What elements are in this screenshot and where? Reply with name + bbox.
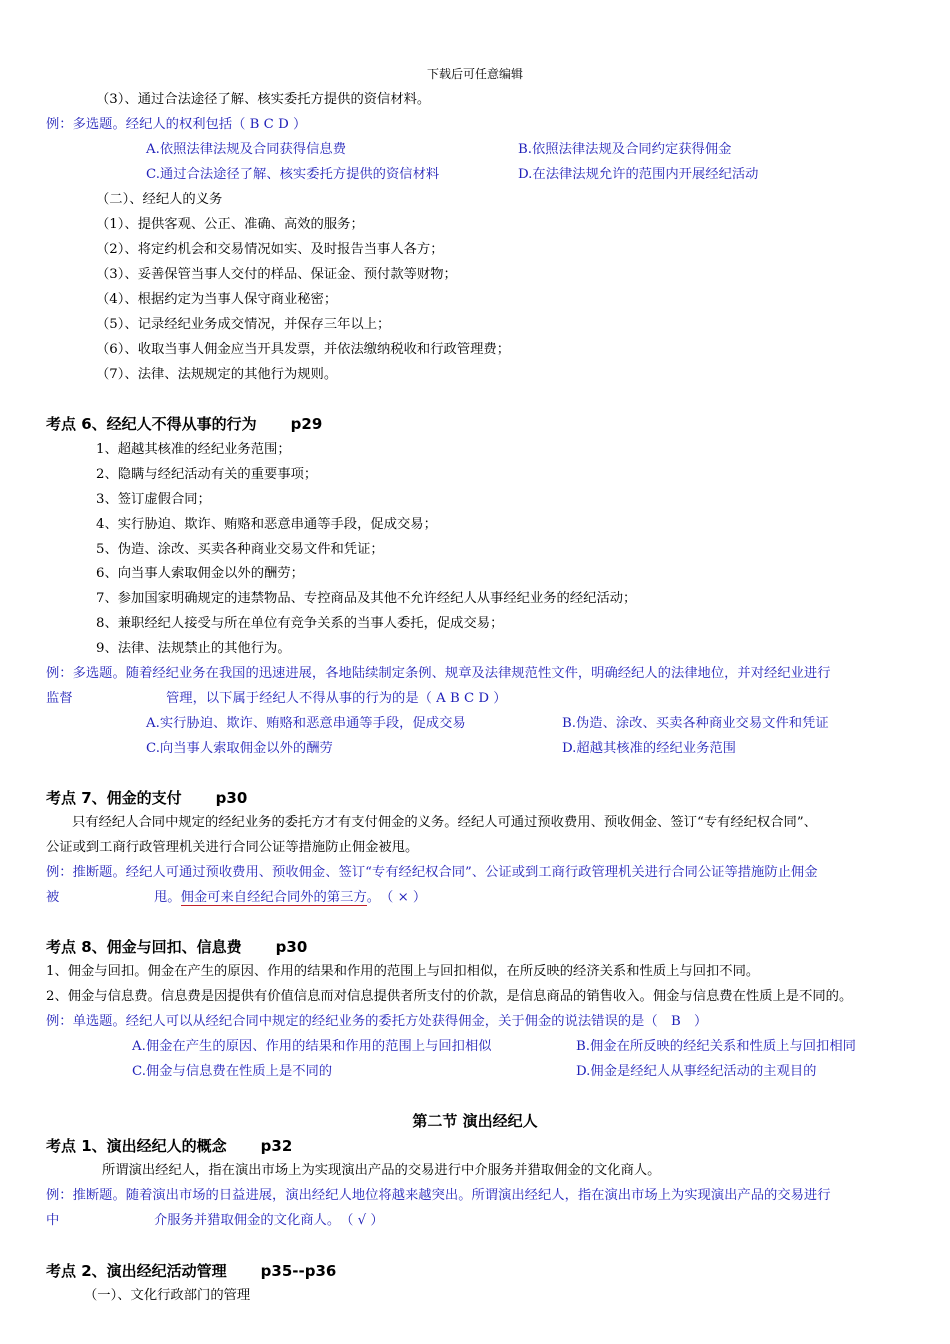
option-d: D.佣金是经纪人从事经纪活动的主观目的 bbox=[576, 1064, 817, 1079]
point6-item: 4、实行胁迫、欺诈、贿赂和恶意串通等手段，促成交易； bbox=[96, 517, 437, 532]
point6-example-cont2: 管理，以下属于经纪人不得从事的行为的是（ A B C D ） bbox=[166, 691, 507, 706]
point6-page: p29 bbox=[290, 415, 323, 433]
point7-body-cont: 公证或到工商行政管理机关进行合同公证等措施防止佣金被甩。 bbox=[46, 840, 419, 855]
point7-example: 例：推断题。经纪人可通过预收费用、预收佣金、签订“专有经纪权合同”、公证或到工商行政管理机关进行合同公证等措施防止佣金 bbox=[46, 865, 818, 880]
duty-item: （4）、根据约定为当事人保守商业秘密； bbox=[96, 292, 338, 307]
point6-example-cont: 监督 bbox=[46, 691, 73, 706]
point6-item: 9、法律、法规禁止的其他行为。 bbox=[96, 641, 291, 656]
s2-point1-example-cont2: 介服务并猎取佣金的文化商人。 （ √ ） bbox=[154, 1213, 384, 1228]
s2-point2-title: 考点 2、演出经纪活动管理 bbox=[46, 1262, 227, 1280]
point7-example-text: 甩。 bbox=[154, 890, 181, 905]
point7-example-cont: 被 bbox=[46, 890, 60, 905]
point6-item: 1、超越其核准的经纪业务范围； bbox=[96, 442, 291, 457]
duty-item: （2）、将定约机会和交易情况如实、及时报告当事人各方； bbox=[96, 242, 444, 257]
option-c: C.向当事人索取佣金以外的酬劳 bbox=[146, 741, 333, 756]
point8-example: 例：单选题。经纪人可以从经纪合同中规定的经纪业务的委托方处获得佣金，关于佣金的说法错误的是（ B ） bbox=[46, 1014, 708, 1029]
option-c: C.通过合法途径了解、核实委托方提供的资信材料 bbox=[146, 167, 440, 182]
s2-point1-heading bbox=[46, 1136, 292, 1156]
option-d: D.在法律法规允许的范围内开展经纪活动 bbox=[518, 167, 759, 182]
point6-item: 8、兼职经纪人接受与所在单位有竞争关系的当事人委托，促成交易； bbox=[96, 616, 504, 631]
duty-item: （5）、记录经纪业务成交情况，并保存三年以上； bbox=[96, 317, 391, 332]
option-b: B.伪造、涂改、买卖各种商业交易文件和凭证 bbox=[562, 716, 829, 731]
option-a: A.佣金在产生的原因、作用的结果和作用的范围上与回扣相似 bbox=[132, 1039, 492, 1054]
duty-item: （6）、收取当事人佣金应当开具发票，并依法缴纳税收和行政管理费； bbox=[96, 342, 511, 357]
s2-point2-sub1: （一）、文化行政部门的管理 bbox=[84, 1288, 251, 1303]
point7-heading bbox=[46, 788, 247, 808]
example-question: 例：多选题。经纪人的权利包括（ B C D ） bbox=[46, 117, 307, 132]
option-d: D.超越其核准的经纪业务范围 bbox=[562, 741, 736, 756]
s2-point1-example-cont: 中 bbox=[46, 1213, 60, 1228]
s2-point1-body: 所谓演出经纪人，指在演出市场上为实现演出产品的交易进行中介服务并猎取佣金的文化商人。 bbox=[102, 1163, 661, 1178]
point8-item2: 2、佣金与信息费。信息费是因提供有价值信息而对信息提供者所支付的价款，是信息商品的销售收入。佣金与信息费在性质上是不同的。 bbox=[46, 989, 853, 1004]
option-a: A.依照法律法规及合同获得信息费 bbox=[146, 142, 346, 157]
rights-item-3: （3）、通过合法途径了解、核实委托方提供的资信材料。 bbox=[96, 92, 431, 107]
duties-title: （二）、经纪人的义务 bbox=[96, 192, 223, 207]
point6-heading bbox=[46, 414, 322, 434]
s2-point2-heading bbox=[46, 1261, 336, 1281]
point6-item: 7、参加国家明确规定的违禁物品、专控商品及其他不允许经纪人从事经纪业务的经纪活动； bbox=[96, 591, 637, 606]
point7-answer: 。 （ × ） bbox=[366, 890, 427, 905]
duty-item: （1）、提供客观、公正、准确、高效的服务； bbox=[96, 217, 364, 232]
option-b: B.依照法律法规及合同约定获得佣金 bbox=[518, 142, 732, 157]
point6-item: 3、签订虚假合同； bbox=[96, 492, 211, 507]
point7-page: p30 bbox=[215, 789, 248, 807]
point7-example-cont2 bbox=[154, 888, 426, 908]
point7-underlined-text: 佣金可来自经纪合同外的第三方 bbox=[180, 890, 367, 905]
point6-item: 5、伪造、涂改、买卖各种商业交易文件和凭证； bbox=[96, 542, 384, 557]
option-a: A.实行胁迫、欺诈、贿赂和恶意串通等手段，促成交易 bbox=[146, 716, 466, 731]
point8-item1: 1、佣金与回扣。佣金在产生的原因、作用的结果和作用的范围上与回扣相似，在所反映的经济关系和性质上与回扣不同。 bbox=[46, 964, 760, 979]
s2-point2-page: p35--p36 bbox=[260, 1262, 337, 1280]
s2-point1-title: 考点 1、演出经纪人的概念 bbox=[46, 1137, 227, 1155]
point7-body: 只有经纪人合同中规定的经纪业务的委托方才有支付佣金的义务。经纪人可通过预收费用、预收佣金、签订“专有经纪权合同”、 bbox=[72, 815, 817, 830]
s2-point1-example: 例：推断题。随着演出市场的日益进展，演出经纪人地位将越来越突出。所谓演出经纪人，指在演出市场上为实现演出产品的交易进行 bbox=[46, 1188, 831, 1203]
s2-point1-page: p32 bbox=[260, 1137, 293, 1155]
point8-page: p30 bbox=[275, 938, 308, 956]
point6-item: 2、隐瞒与经纪活动有关的重要事项； bbox=[96, 467, 318, 482]
point6-title: 考点 6、经纪人不得从事的行为 bbox=[46, 415, 257, 433]
point8-heading bbox=[46, 937, 307, 957]
point6-example: 例：多选题。随着经纪业务在我国的迅速进展，各地陆续制定条例、规章及法律规范性文件，明确经纪人的法律地位，并对经纪业进行 bbox=[46, 666, 831, 681]
point6-item: 6、向当事人索取佣金以外的酬劳； bbox=[96, 566, 304, 581]
point7-title: 考点 7、佣金的支付 bbox=[46, 789, 182, 807]
watermark: 下载后可任意编辑 bbox=[426, 67, 523, 81]
option-b: B.佣金在所反映的经纪关系和性质上与回扣相同 bbox=[576, 1039, 856, 1054]
point8-title: 考点 8、佣金与回扣、信息费 bbox=[46, 938, 242, 956]
duty-item: （7）、法律、法规规定的其他行为规则。 bbox=[96, 367, 338, 382]
section-title: 第二节 演出经纪人 bbox=[412, 1112, 538, 1130]
option-c: C.佣金与信息费在性质上是不同的 bbox=[132, 1064, 333, 1079]
duty-item: （3）、妥善保管当事人交付的样品、保证金、预付款等财物； bbox=[96, 267, 457, 282]
